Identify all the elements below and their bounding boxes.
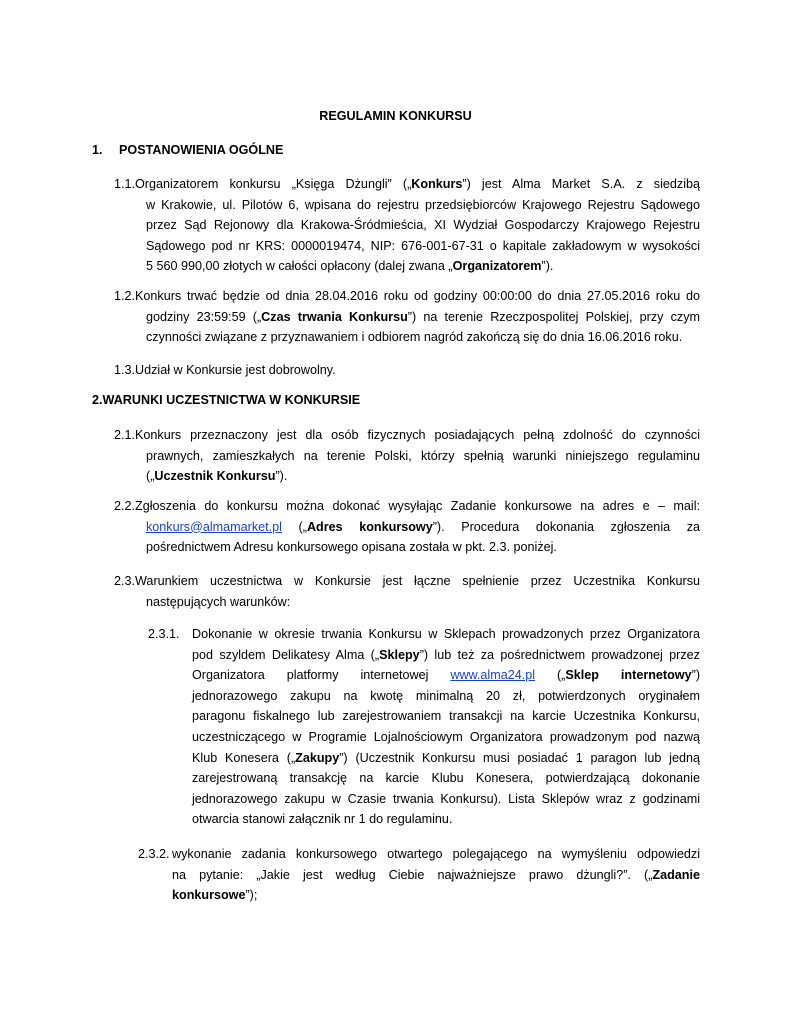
paragraph-2-2 <box>114 496 700 558</box>
p22-text: ”). Procedura dokonania zgłoszenia za <box>432 519 701 534</box>
p11-text: ”). <box>541 259 554 274</box>
p13-text: Udział w Konkursie jest dobrowolny. <box>135 363 336 377</box>
p21-line-3 <box>114 466 700 487</box>
term-konkurs: Konkurs <box>411 177 463 191</box>
p231-number: 2.3.1. <box>148 627 180 641</box>
p22-line-3: pośrednictwem Adresu konkursowego opisana została w pkt. 2.3. poniżej. <box>146 540 557 555</box>
p231-text: Dokonanie w okresie trwania Konkursu w Sklepach prowadzonych przez Organizatora <box>192 627 700 641</box>
p21-text: ”). <box>275 469 288 484</box>
p11-number: 1.1. <box>114 177 136 191</box>
p12-text: godziny 23:59:59 („ <box>146 309 262 324</box>
p231-line-7 <box>148 748 700 769</box>
paragraph-1-2 <box>114 286 700 348</box>
p232-text: wykonanie zadania konkursowego otwartego polegającego na wymyśleniu odpowiedzi <box>172 847 700 861</box>
p231-line-3 <box>148 665 700 686</box>
p21-text: Konkurs przeznaczony jest dla osób fizycznych posiadających pełną zdolność do czynności <box>135 428 700 442</box>
p11-line-5 <box>114 256 700 277</box>
p231-line-8: zarejestrowaną transakcję na karcie Klubu Konesera, potwierdzającą dokonanie <box>192 771 700 786</box>
term-czas-trwania: Czas trwania Konkursu <box>261 309 408 324</box>
alma24-link[interactable]: www.alma24.pl <box>450 668 536 683</box>
p22-text: Zgłoszenia do konkursu można dokonać wysyłając Zadanie konkursowe na adres e – mail: <box>135 499 700 513</box>
section-1-title: POSTANOWIENIA OGÓLNE <box>119 143 284 157</box>
p231-text: pod szyldem Delikatesy Alma („ <box>192 647 380 662</box>
p231-line-4: jednorazowego zakupu na kwotę minimalną 20 zł, potwierdzonych oryginałem <box>192 688 700 703</box>
p12-line-2 <box>114 307 700 328</box>
p231-text: ”) (Uczestnik Konkursu musi posiadać 1 paragon lub jedną <box>339 750 700 765</box>
p231-text: ”) lub też za pośrednictwem prowadzonej przez <box>419 647 700 662</box>
p232-number: 2.3.2. <box>138 847 170 861</box>
p231-line-1 <box>148 624 700 645</box>
p22-text: („ <box>281 519 307 534</box>
term-adres-konkursowy: Adres konkursowy <box>306 519 433 534</box>
paragraph-2-3-2 <box>138 844 700 906</box>
p22-line-2 <box>114 517 700 538</box>
p11-line-1 <box>114 174 700 195</box>
section-2-heading: 2.WARUNKI UCZESTNICTWA W KONKURSIE <box>92 393 361 407</box>
p11-text: 5 560 990,00 złotych w całości opłacony (dalej zwana „ <box>146 259 453 274</box>
p23-line-1 <box>114 571 700 592</box>
paragraph-2-3-1 <box>148 624 700 830</box>
p232-line-2 <box>138 865 700 886</box>
term-sklep-internetowy: Sklep internetowy <box>565 668 692 683</box>
p11-line-3: przez Sąd Rejonowy dla Krakowa-Śródmieścia, XI Wydział Gospodarczy Krajowego Rejestru <box>146 218 700 233</box>
p231-line-2 <box>148 645 700 666</box>
p13-number: 1.3. <box>114 363 136 377</box>
p12-text: Konkurs trwać będzie od dnia 28.04.2016 roku od godziny 00:00:00 do dnia 27.05.2016 roku do <box>135 289 700 303</box>
paragraph-2-3 <box>114 571 700 612</box>
p22-line-1 <box>114 496 700 517</box>
term-organizator: Organizatorem <box>452 259 542 274</box>
paragraph-2-1 <box>114 425 700 487</box>
p231-text: Klub Konesera („ <box>192 750 296 765</box>
p23-text: Warunkiem uczestnictwa w Konkursie jest łączne spełnienie przez Uczestnika Konkursu <box>135 574 700 588</box>
term-zadanie: Zadanie <box>652 867 700 882</box>
p232-text: ”); <box>245 888 258 903</box>
p231-line-5: paragonu fiskalnego lub zarejestrowaniem transakcji na karcie Uczestnika Konkursu, <box>192 709 700 724</box>
p23-number: 2.3. <box>114 574 136 588</box>
term-zakupy: Zakupy <box>295 750 340 765</box>
paragraph-1-3 <box>114 360 700 381</box>
p231-text: Organizatora platformy internetowej <box>192 668 451 683</box>
p231-text: („ <box>535 668 566 683</box>
p12-number: 1.2. <box>114 289 136 303</box>
p231-line-9: jednorazowego zakupu w Czasie trwania Konkursu). Lista Sklepów wraz z godzinami <box>192 791 700 806</box>
p231-line-6: uczestniczącego w Programie Lojalnościowym Organizatora prowadzonym pod nazwą <box>192 729 700 744</box>
section-1-heading <box>92 143 283 157</box>
document-title: REGULAMIN KONKURSU <box>319 109 472 123</box>
email-link[interactable]: konkurs@almamarket.pl <box>146 519 282 534</box>
p21-line-2: prawnych, zamieszkałych na terenie Polski, którzy spełnią warunki niniejszego regulaminu <box>146 448 700 463</box>
p12-text: ”) na terenie Rzeczpospolitej Polskiej, przy czym <box>407 309 701 324</box>
p23-line-2: następujących warunków: <box>146 594 291 609</box>
term-konkursowe: konkursowe <box>172 888 246 903</box>
p231-text: ”) <box>691 668 701 683</box>
p21-line-1 <box>114 425 700 446</box>
p12-line-1 <box>114 286 700 307</box>
paragraph-1-1 <box>114 174 700 277</box>
p11-text: ”) jest Alma Market S.A. z siedzibą <box>462 177 701 191</box>
p22-number: 2.2. <box>114 499 136 513</box>
p21-number: 2.1. <box>114 428 136 442</box>
p11-line-4: Sądowego pod nr KRS: 0000019474, NIP: 676-001-67-31 o kapitale zakładowym w wysokości <box>146 238 700 253</box>
p232-text: na pytanie: „Jakie jest według Ciebie najważniejsze prawo dżungli?”. („ <box>172 867 653 882</box>
section-1-number: 1. <box>92 143 103 157</box>
term-sklepy: Sklepy <box>379 647 420 662</box>
p11-text: Organizatorem konkursu „Księga Dżungli” („ <box>135 177 412 191</box>
p231-line-10: otwarcia stanowi załącznik nr 1 do regulaminu. <box>192 812 453 827</box>
p11-line-2: w Krakowie, ul. Pilotów 6, wpisana do rejestru przedsiębiorców Krajowego Rejestru Sądowego <box>146 197 700 212</box>
p12-line-3: czynności związane z przyznawaniem i odbiorem nagród zakończą się do dnia 16.06.2016 roku. <box>146 330 683 345</box>
p21-text: („ <box>146 469 155 484</box>
p13-line-1 <box>114 360 700 381</box>
p232-line-3 <box>138 885 700 906</box>
p232-line-1 <box>138 844 700 865</box>
term-uczestnik: Uczestnik Konkursu <box>154 469 276 484</box>
